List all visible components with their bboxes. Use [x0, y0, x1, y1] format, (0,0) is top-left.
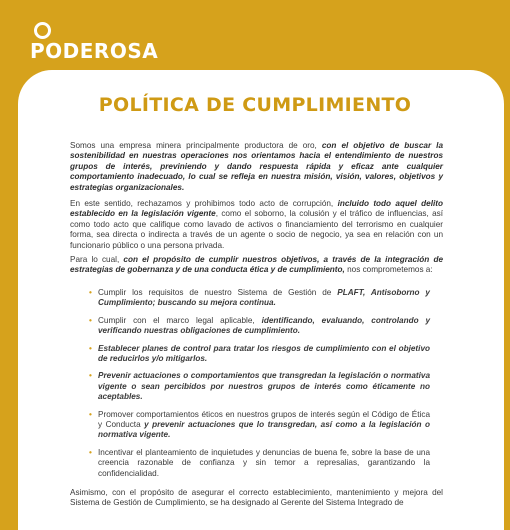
item-emphasis: y prevenir actuaciones que lo transgredan, así como a la legislación o normativa vigente.: [98, 420, 430, 440]
intro-paragraph: [70, 141, 443, 193]
list-item: [90, 344, 430, 365]
bullet-icon: •: [89, 409, 92, 419]
bullet-icon: •: [89, 343, 92, 353]
bullet-icon: •: [89, 447, 92, 457]
list-item: [90, 448, 430, 479]
item-emphasis: Establecer planes de control para tratar los riesgos de cumplimiento con el objetivo de reducirlos y/o mitigarlos.: [98, 343, 430, 364]
logo-ring-icon: [34, 22, 51, 39]
corruption-paragraph: [70, 199, 443, 251]
item-emphasis: Prevenir actuaciones o comportamientos que transgredan la legislación o normativa vigente o sean percibidos por nuestros grupos de interés como éticamente no aceptables.: [98, 371, 430, 402]
commitment-text-end: nos comprometemos a:: [344, 265, 433, 275]
item-text: Promover comportamientos éticos en nuestros grupos de interés según el Código de Ética y Conducta: [98, 409, 430, 430]
commitment-text: Para lo cual,: [70, 255, 124, 264]
list-item: [90, 410, 430, 441]
item-emphasis: identificando, evaluando, controlando y verificando nuestras obligaciones de cumplimiento.: [98, 315, 430, 336]
corruption-text: En este sentido, rechazamos y prohibimos todo acto de corrupción,: [70, 199, 338, 208]
bullet-icon: •: [89, 288, 92, 297]
bullet-icon: •: [89, 315, 92, 325]
page-title: POLÍTICA DE CUMPLIMIENTO: [98, 94, 412, 116]
item-text: Incentivar el planteamiento de inquietudes y denuncias de buena fe, sobre la base de una creencia razonable de confianza y sin temor a represalias, garantizando la confidencialidad.: [98, 447, 430, 478]
corruption-emphasis: incluido todo aquel delito establecido en la legislación vigente: [70, 199, 444, 219]
commitments-list: [90, 288, 430, 486]
intro-text: Somos una empresa minera principalmente productora de oro,: [70, 141, 322, 150]
commitment-emphasis: con el propósito de cumplir nuestros objetivos, a través de la integración de estrategias de gobernanza y de una conducta ética y de cumplimiento,: [70, 255, 444, 275]
closing-text: Asimismo, con el propósito de asegurar el correcto establecimiento, mantenimiento y mejora del Sistema de Gestión de Cumplimiento, se ha designado al Gerente del Sistema Integrado de: [70, 488, 443, 508]
logo-wordmark: PODEROSA: [30, 39, 159, 63]
corruption-text-end: , como el soborno, la colusión y el tráfico de influencias, así como todo acto que califique como lavado de activos o financiamiento del terrorismo en cualquier forma, sea directa o indirecta a través de un agente o socio de negocio, ya sea en relación con un funcionario público o una persona privada.: [70, 209, 443, 250]
closing-paragraph: [70, 488, 443, 509]
item-emphasis: PLAFT, Antisoborno y Cumplimiento; buscando su mejora continua.: [98, 288, 430, 308]
list-item: [90, 288, 430, 309]
bullet-icon: •: [89, 371, 92, 381]
intro-emphasis: con el objetivo de buscar la sostenibilidad en nuestras operaciones nos orientamos hacia el entendimiento de nuestros grupos de interés, previniendo y dando respuesta rápida y eficaz ante cualquier comportamiento inadecuado, lo cual se refleja en nuestra misión, visión, valores, objetivos y estrategias organizacionales.: [70, 141, 443, 192]
list-item: [90, 316, 430, 337]
commitment-intro-paragraph: [70, 255, 443, 276]
list-item: [90, 371, 430, 402]
item-text: Cumplir con el marco legal aplicable,: [98, 315, 262, 325]
item-text: Cumplir los requisitos de nuestro Sistema de Gestión de: [98, 288, 338, 297]
